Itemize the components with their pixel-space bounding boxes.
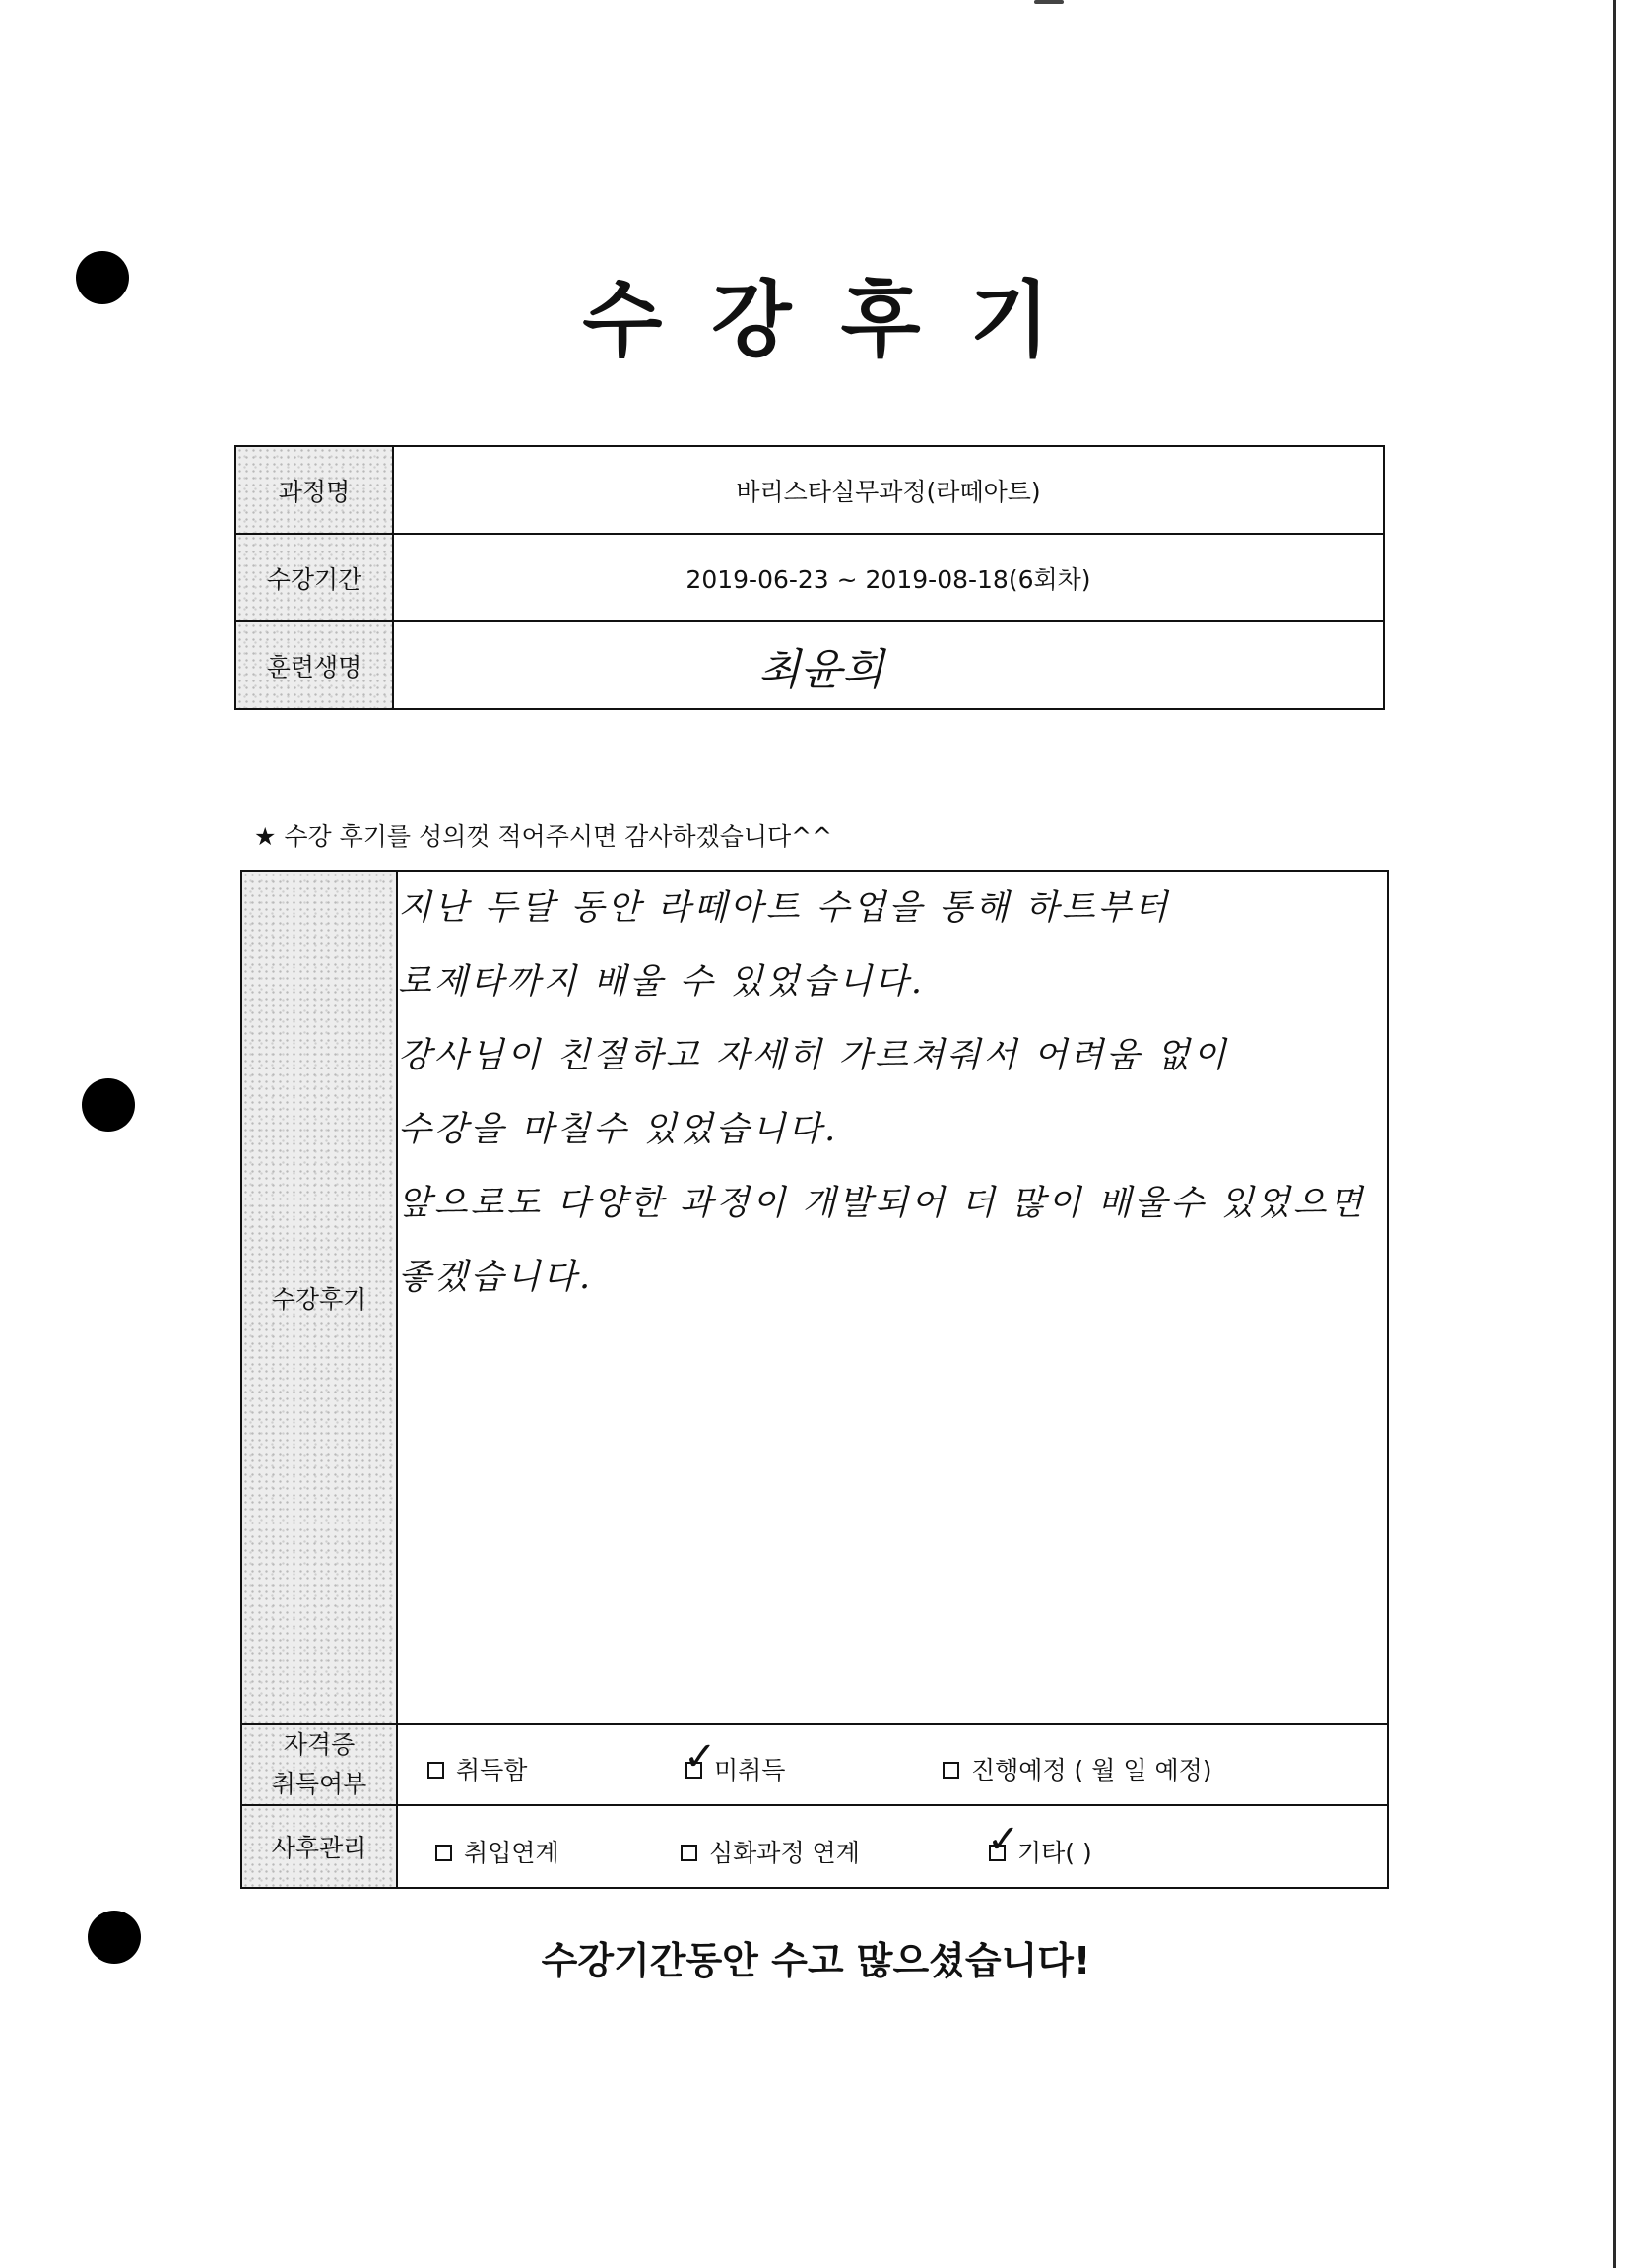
certificate-option-in-progress[interactable] bbox=[943, 1751, 1212, 1786]
trainee-name-cell bbox=[393, 621, 1384, 709]
scan-mark bbox=[1034, 0, 1064, 4]
option-label: 취업연계 bbox=[464, 1839, 559, 1867]
checkbox-empty[interactable] bbox=[681, 1845, 697, 1861]
checkbox-checked[interactable] bbox=[987, 1816, 1020, 1862]
checkbox-empty[interactable] bbox=[435, 1845, 452, 1861]
followup-option-advanced-course[interactable] bbox=[681, 1834, 860, 1869]
review-line: 강사님이 친절하고 자세히 가르쳐줘서 어려움 없이 bbox=[398, 1036, 1229, 1075]
punch-hole-middle bbox=[82, 1078, 135, 1132]
option-label: 진행예정 ( 월 일 예정) bbox=[971, 1756, 1212, 1784]
option-label: 기타( ) bbox=[1017, 1839, 1092, 1867]
review-line: 로제타까지 배울 수 있었습니다. bbox=[398, 962, 926, 1002]
check-mark-icon: ✓ bbox=[987, 1816, 1020, 1862]
certificate-option-not-obtained[interactable] bbox=[684, 1733, 786, 1786]
followup-label: 사후관리 bbox=[241, 1805, 397, 1888]
option-label: 심화과정 연계 bbox=[709, 1839, 860, 1867]
course-period-value: 2019-06-23 ~ 2019-08-18(6회차) bbox=[393, 534, 1384, 621]
review-line: 지난 두달 동안 라떼아트 수업을 통해 하트부터 bbox=[398, 888, 1171, 928]
certificate-option-obtained[interactable] bbox=[427, 1751, 527, 1786]
instruction-text: ★ 수강 후기를 성의껏 적어주시면 감사하겠습니다^^ bbox=[254, 822, 833, 851]
review-line: 수강을 마칠수 있었습니다. bbox=[398, 1110, 839, 1149]
document-title: 수강후기 bbox=[582, 272, 1099, 368]
option-label: 취득함 bbox=[456, 1756, 528, 1784]
followup-option-other[interactable] bbox=[987, 1816, 1092, 1869]
course-name-value: 바리스타실무과정(라떼아트) bbox=[393, 446, 1384, 534]
checkbox-checked[interactable] bbox=[684, 1733, 717, 1780]
certificate-label bbox=[241, 1724, 397, 1805]
course-info-table bbox=[234, 445, 1385, 710]
certificate-label-line2: 취득여부 bbox=[271, 1770, 367, 1798]
certificate-label-line1: 자격증 bbox=[283, 1730, 356, 1759]
trainee-name-label: 훈련생명 bbox=[235, 621, 393, 709]
followup-options bbox=[397, 1805, 1388, 1888]
course-name-label: 과정명 bbox=[235, 446, 393, 534]
review-line: 좋겠습니다. bbox=[398, 1258, 594, 1297]
review-line: 앞으로도 다양한 과정이 개발되어 더 많이 배울수 있었으면 bbox=[398, 1184, 1366, 1223]
closing-message: 수강기간동안 수고 많으셨습니다! bbox=[541, 1939, 1091, 1982]
trainee-name-handwriting: 최윤희 bbox=[758, 644, 884, 695]
option-label: 미취득 bbox=[714, 1756, 786, 1784]
review-label: 수강후기 bbox=[241, 871, 397, 1724]
followup-option-employment[interactable] bbox=[435, 1834, 559, 1869]
review-body bbox=[397, 871, 1388, 1724]
course-period-label: 수강기간 bbox=[235, 534, 393, 621]
checkbox-empty[interactable] bbox=[427, 1762, 444, 1779]
certificate-options bbox=[397, 1724, 1388, 1805]
checkbox-empty[interactable] bbox=[943, 1762, 959, 1779]
check-mark-icon: ✓ bbox=[684, 1733, 717, 1780]
review-table bbox=[240, 870, 1389, 1889]
